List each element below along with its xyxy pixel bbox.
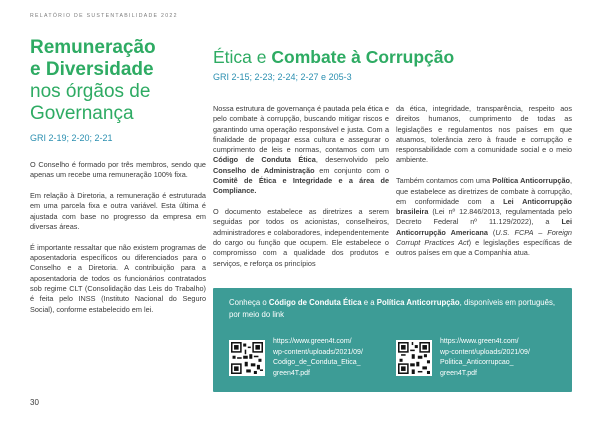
right-column-text bbox=[396, 104, 572, 269]
link-anticorruption-policy[interactable]: https://www.green4t.com/ wp-content/uploads/2021/09/ Politica_Anticorrupcao_ green4T.pdf bbox=[440, 338, 530, 377]
left-column-text bbox=[30, 160, 206, 325]
mid-paragraph-1: Nossa estrutura de governança é pautada pela ética e pelo combate à corrupção, buscando mitigar riscos e garantindo uma operação responsável e justa. Com a finalidade de propagar essa cultura e assegurar o cumprimento de leis e normas, contamos com um Código de Conduta Ética, desenvolvido pelo Conselho de Administração em conjunto com o Comitê de Ética e Integridade e a área de Compliance. bbox=[213, 104, 389, 196]
title-line-1: Remuneração bbox=[30, 37, 156, 58]
report-header: RELATÓRIO DE SUSTENTABILIDADE 2022 bbox=[30, 13, 178, 19]
section-title-ethics bbox=[213, 47, 454, 68]
title-line-4: Governança bbox=[30, 103, 134, 124]
qr-code-conduct[interactable] bbox=[229, 340, 265, 376]
qr-code-icon bbox=[398, 342, 430, 374]
middle-column-text bbox=[213, 104, 389, 279]
title-line-2: e Diversidade bbox=[30, 59, 154, 80]
left-paragraph-3: É importante ressaltar que não existem programas de aposentadoria específicos ou diferenciados para o Conselho e a Diretoria. A contribuição para a aposentadoria de todos os funcionários contratados sob regime CLT (Consolidação das Leis do Trabalho) é feita pelo INSS (Instituto Nacional do Seguro Social), conforme estabelecido em lei. bbox=[30, 242, 206, 314]
document-links-box bbox=[213, 288, 572, 392]
title-ethics-bold: Combate à Corrupção bbox=[271, 47, 455, 67]
qr-code-anticorruption[interactable] bbox=[396, 340, 432, 376]
title-line-3: nos órgãos de bbox=[30, 81, 151, 102]
left-paragraph-2: Em relação à Diretoria, a remuneração é estruturada em uma parcela fixa e outra variável. Esta última é ajustada com base no progresso da empresa em diversas áreas. bbox=[30, 191, 206, 231]
page-number: 30 bbox=[30, 398, 39, 407]
link-conduct-code[interactable]: https://www.green4t.com/ wp-content/uploads/2021/09/ Codigo_de_Conduta_Etica_ green4T.pdf bbox=[273, 338, 363, 377]
box-intro-text: Conheça o Código de Conduta Ética e a Política Anticorrupção, disponíveis em português, por meio do link bbox=[229, 298, 556, 319]
left-paragraph-1: O Conselho é formado por três membros, sendo que apenas um recebe uma remuneração 100% fixa. bbox=[30, 160, 206, 180]
right-paragraph-1: da ética, integridade, transparência, respeito aos direitos humanos, cumprimento de todas as legislações e regulamentos nos países em que atuamos, tolerância zero à fraude e corrupção e responsabilidade com a comunidade social e o meio ambiente. bbox=[396, 104, 572, 165]
gri-reference-left: GRI 2-19; 2-20; 2-21 bbox=[30, 133, 113, 143]
qr-code-icon bbox=[231, 342, 263, 374]
section-title-remuneration bbox=[30, 37, 200, 125]
gri-reference-main: GRI 2-15; 2-23; 2-24; 2-27 e 205-3 bbox=[213, 72, 352, 82]
title-ethics-light: Ética e bbox=[213, 47, 272, 67]
right-paragraph-2: Também contamos com uma Política Anticorrupção, que estabelece as diretrizes de combate à corrupção, em conformidade com a Lei Anticorrupção brasileira (Lei nº 12.846/2013, regulamentada pelo Decreto Federal nº 11.129/2022), a Lei Anticorrupção Americana (U.S. FCPA – Foreign Corrupt Practices Act) e legislações específicas de outros países em que a Companhia atua. bbox=[396, 176, 572, 258]
mid-paragraph-2: O documento estabelece as diretrizes a serem seguidas por todos os acionistas, conselheiros, administradores e colaboradores, independentemente do cargo ou função que ocupem. Ele estabelece o compromisso com a qualidade dos produtos e serviços, e reforça os princípios bbox=[213, 207, 389, 268]
